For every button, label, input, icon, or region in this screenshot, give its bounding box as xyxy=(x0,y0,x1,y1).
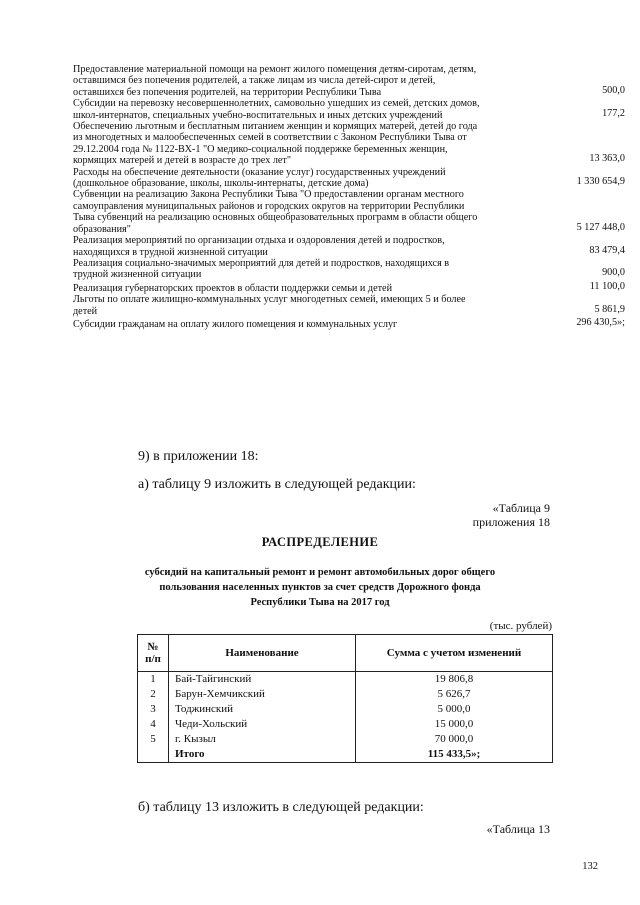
document-subtitle xyxy=(100,565,540,610)
row-name: Бай-Тайгинский xyxy=(169,672,356,688)
table-row xyxy=(138,717,553,732)
expenditure-row xyxy=(73,294,625,317)
table-total-row xyxy=(138,747,553,763)
expenditure-row xyxy=(73,121,625,167)
expenditure-row xyxy=(73,64,625,98)
expenditure-amount: 11 100,0 xyxy=(589,280,625,292)
expenditure-amount: 500,0 xyxy=(602,84,625,96)
row-number: 5 xyxy=(138,732,169,747)
expenditure-amount: 1 330 654,9 xyxy=(576,176,625,188)
row-name: Чеди-Хольский xyxy=(169,717,356,732)
expenditure-amount: 177,2 xyxy=(602,107,625,119)
expenditure-row xyxy=(73,281,625,294)
table-13-label: «Таблица 13 xyxy=(486,822,550,836)
row-sum: 5 626,7 xyxy=(356,687,553,702)
row-name: Барун-Хемчикский xyxy=(169,687,356,702)
expenditure-amount: 296 430,5»; xyxy=(576,316,625,328)
table-header-row xyxy=(138,635,553,672)
expenditure-amount: 13 363,0 xyxy=(589,153,625,165)
table-9-label xyxy=(473,501,550,529)
item-9a-text: а) таблицу 9 изложить в следующей редакции: xyxy=(138,477,416,492)
header-name: Наименование xyxy=(169,635,356,672)
total-sum: 115 433,5»; xyxy=(356,747,553,763)
row-number: 3 xyxy=(138,702,169,717)
table-row xyxy=(138,672,553,688)
distribution-table xyxy=(137,634,553,763)
expenditure-row xyxy=(73,98,625,121)
expenditure-amount: 83 479,4 xyxy=(589,244,625,256)
document-title: РАСПРЕДЕЛЕНИЕ xyxy=(261,535,379,549)
table-row xyxy=(138,732,553,747)
subtitle-line1: субсидий на капитальный ремонт и ремонт автомобильных дорог общего xyxy=(144,567,496,578)
table-9-label-line1: «Таблица 9 xyxy=(492,501,550,515)
expenditure-list xyxy=(73,64,625,330)
row-sum: 5 000,0 xyxy=(356,702,553,717)
expenditure-name: Субвенции на реализацию Закона Республики Тыва "О предоставлении органам местного самоуправления муниципальных районов и городских округов на территории Республики Тыва субвенций на реализацию основных общеобразовательных программ в области общего образования" xyxy=(73,189,478,235)
total-number xyxy=(138,747,169,763)
row-number: 2 xyxy=(138,687,169,702)
page-number: 132 xyxy=(582,861,598,872)
expenditure-name: Обеспечению льготным и бесплатным питанием женщин и кормящих матерей, детей до года из многодетных и малообеспеченных семей в соответствии с Законом Республики Тыва от 29.12.2004 года № 1122-ВХ-1 "О медико-социальной поддержке беременных женщин, кормящих матерей и детей в возрасте до трех лет" xyxy=(73,121,478,167)
item-b-text: б) таблицу 13 изложить в следующей редакции: xyxy=(138,800,424,815)
table-9-label-line2: приложения 18 xyxy=(472,515,550,529)
header-sum: Сумма с учетом изменений xyxy=(356,635,553,672)
row-name: Тоджинский xyxy=(169,702,356,717)
subtitle-line2: пользования населенных пунктов за счет средств Дорожного фонда xyxy=(159,582,481,593)
expenditure-row xyxy=(73,189,625,235)
expenditure-amount: 5 861,9 xyxy=(594,303,625,315)
expenditure-row xyxy=(73,167,625,190)
item-9-heading: 9) в приложении 18: xyxy=(138,449,259,464)
table-row xyxy=(138,687,553,702)
expenditure-amount: 900,0 xyxy=(602,267,625,279)
subtitle-line3: Республики Тыва на 2017 год xyxy=(250,597,390,608)
row-number: 4 xyxy=(138,717,169,732)
expenditure-name: Предоставление материальной помощи на ремонт жилого помещения детям-сиротам, детям, оставшимся без попечения родителей, а также лицам из числа детей-сирот и детей, оставшихся без попечения родителей, на территории Республики Тыва xyxy=(73,64,477,98)
expenditure-row xyxy=(73,235,625,258)
expenditure-amount: 5 127 448,0 xyxy=(576,221,625,233)
expenditure-name: Реализация губернаторских проектов в области поддержки семьи и детей xyxy=(73,282,393,294)
expenditure-name: Реализация социально-значимых мероприятий для детей и подростков, находящихся в трудной жизненной ситуации xyxy=(73,257,450,281)
expenditure-name: Льготы по оплате жилищно-коммунальных услуг многодетных семей, имеющих 5 и более детей xyxy=(73,294,466,317)
row-sum: 70 000,0 xyxy=(356,732,553,747)
unit-label: (тыс. рублей) xyxy=(489,620,552,632)
expenditure-name: Расходы на обеспечение деятельности (оказание услуг) государственных учреждений (дошкольное образование, школы, школы-интернаты, детские дома) xyxy=(73,166,446,190)
expenditure-row xyxy=(73,317,625,330)
expenditure-name: Субсидии гражданам на оплату жилого помещения и коммунальных услуг xyxy=(73,318,398,330)
row-number: 1 xyxy=(138,672,169,688)
expenditure-name: Субсидии на перевозку несовершеннолетних, самовольно ушедших из семей, детских домов, школ-интернатов, специальных учебно-воспитательных и иных детских учреждений xyxy=(73,98,480,121)
table-row xyxy=(138,702,553,717)
row-sum: 15 000,0 xyxy=(356,717,553,732)
header-number: № п/п xyxy=(138,635,169,672)
expenditure-row xyxy=(73,258,625,281)
total-label: Итого xyxy=(169,747,356,763)
row-name: г. Кызыл xyxy=(169,732,356,747)
row-sum: 19 806,8 xyxy=(356,672,553,688)
expenditure-name: Реализация мероприятий по организации отдыха и оздоровления детей и подростков, находящихся в трудной жизненной ситуации xyxy=(73,235,445,258)
